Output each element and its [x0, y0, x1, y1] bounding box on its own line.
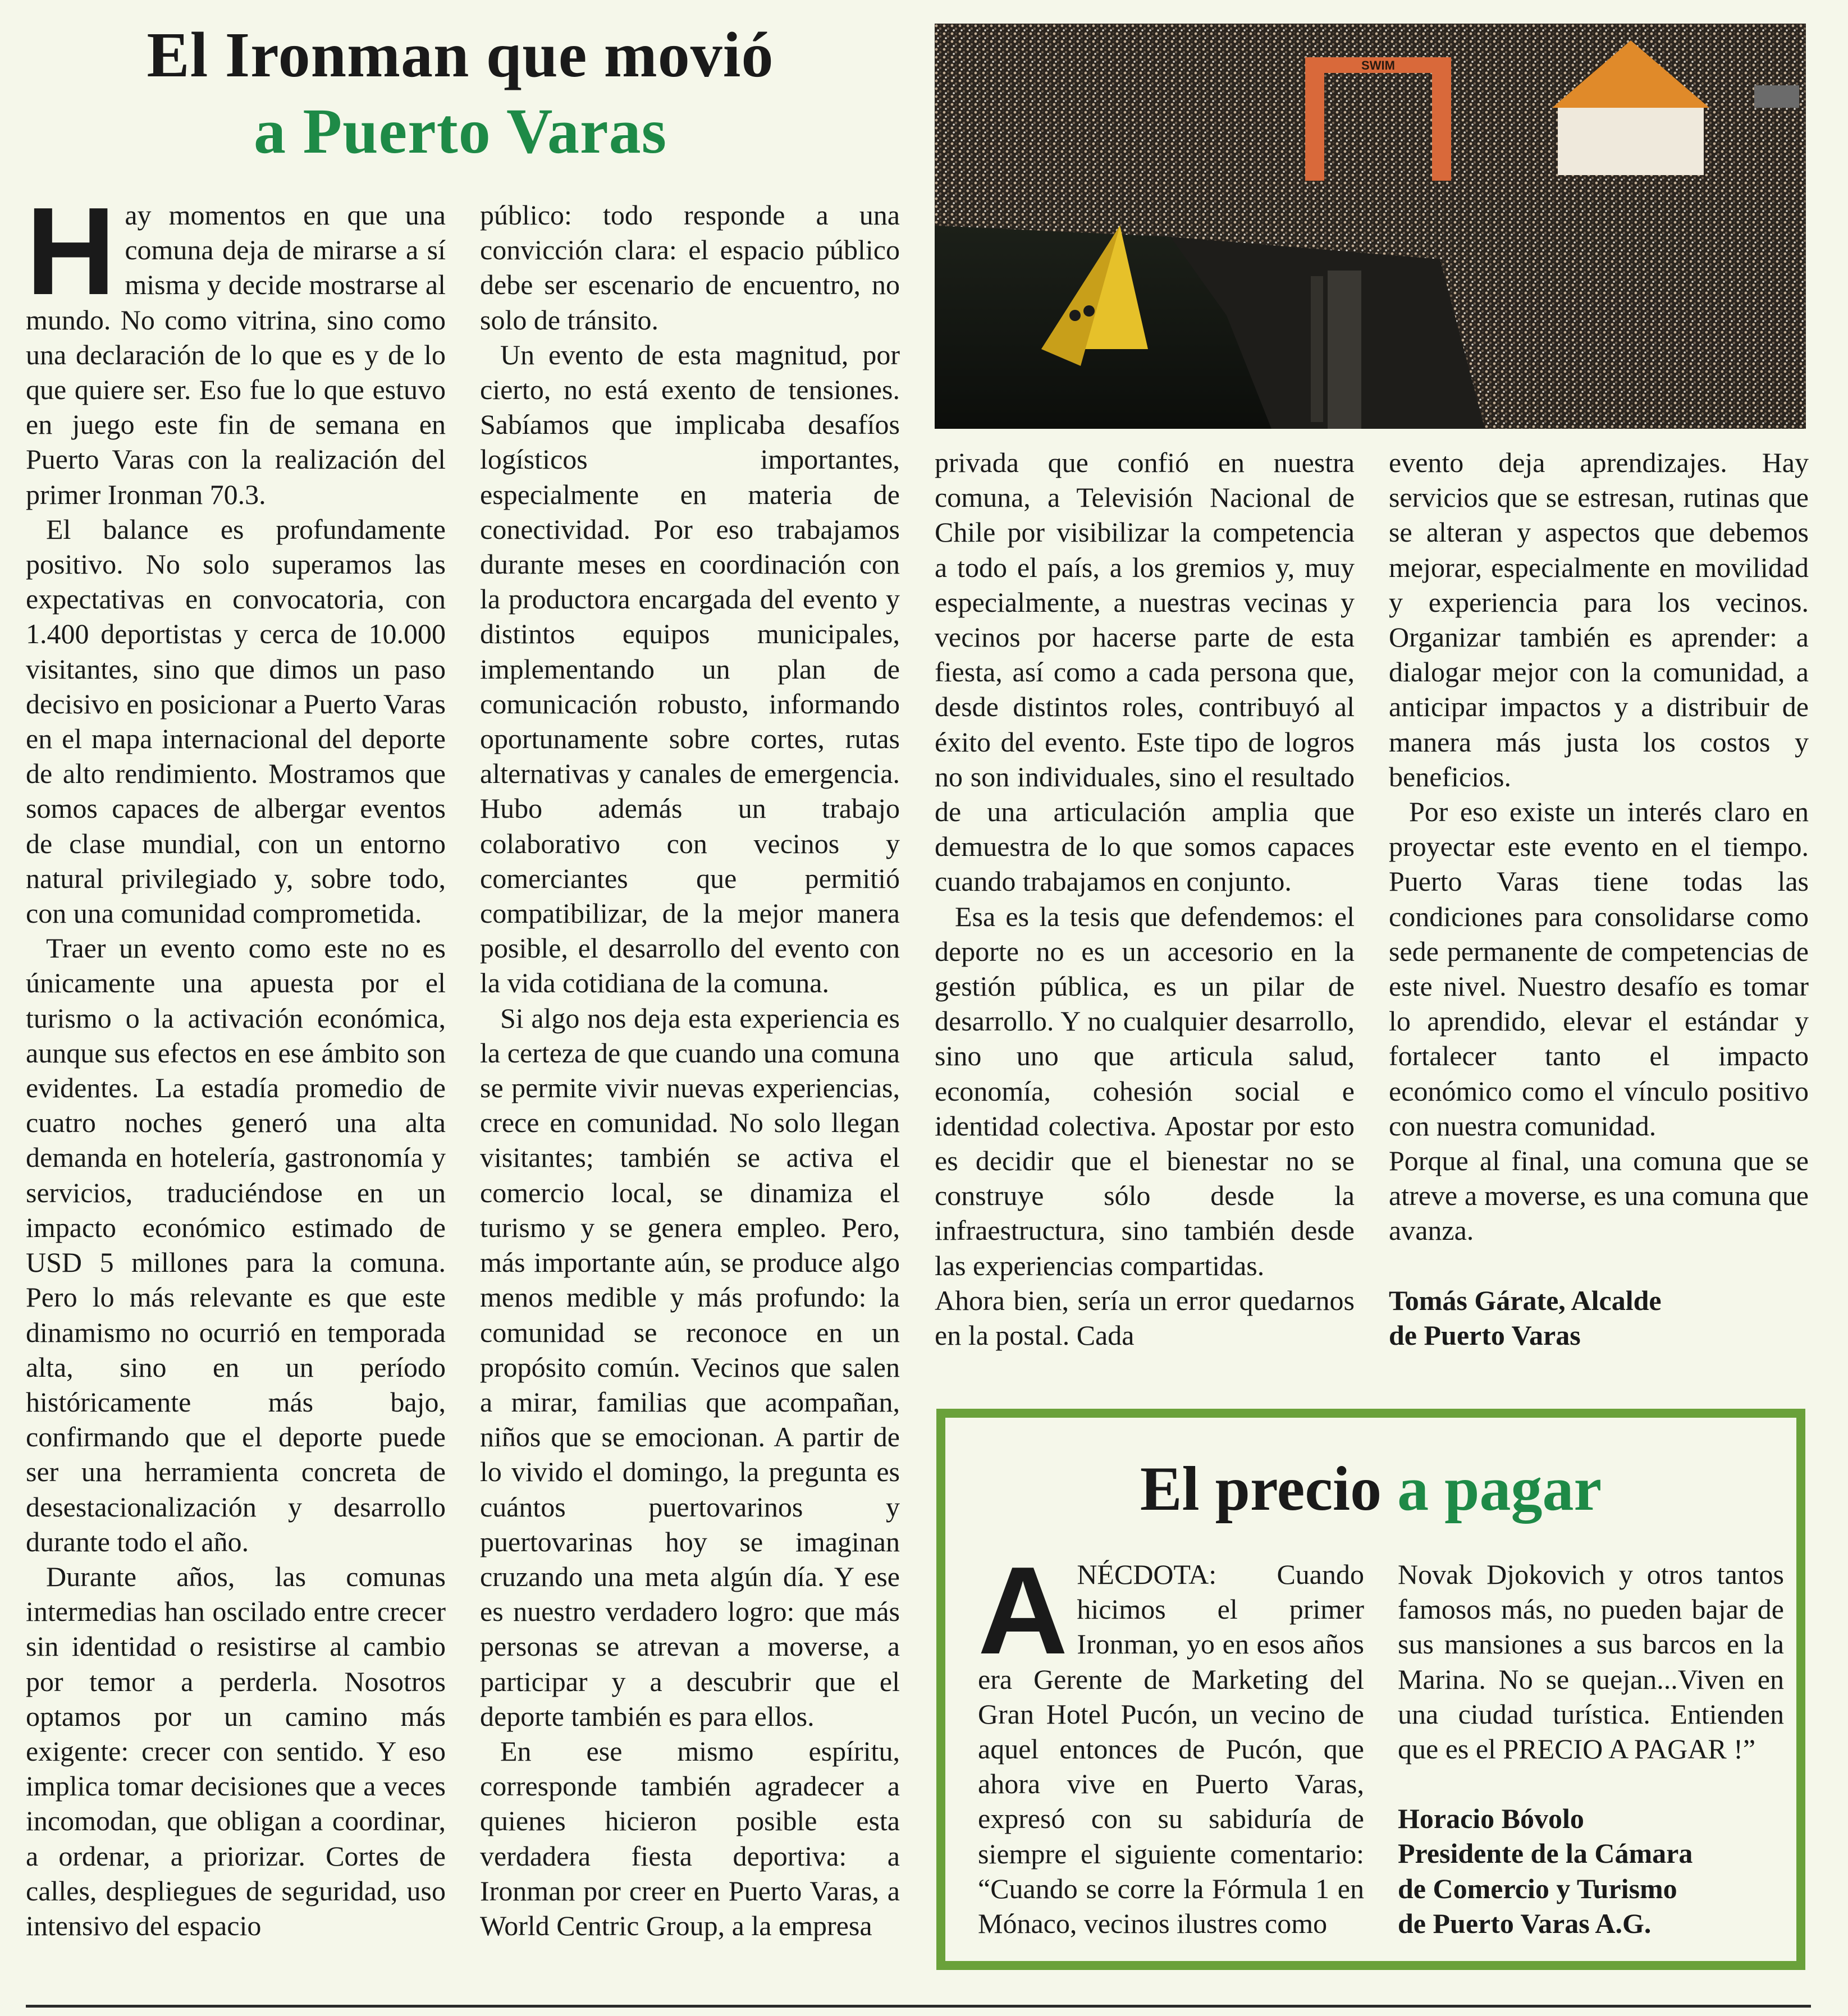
article-paragraph: Durante años, las comunas intermedias han oscilado entre crecer sin identidad o resistirse al cambio por temor a perderla. Nosotros optamos por un camino más exigente: crecer con sentido. Y eso implica tomar decisiones que a veces incomodan, que obligan a coordinar, a ordenar, a priorizar. Cortes de calles, despliegues de seguridad, uso intensivo del espacio	[26, 1560, 446, 1941]
sidebar-column-2	[1398, 1557, 1784, 1941]
sidebar-box	[936, 1409, 1805, 1970]
sidebar-column-1	[978, 1541, 1364, 1941]
swim-arch-label: SWIM	[1361, 58, 1395, 72]
article-paragraph: En ese mismo espíritu, corresponde también agradecer a quienes hicieron posible esta verdadera fiesta deportiva: a Ironman por creer en Puerto Varas, a World Centric Group, a la empresa	[480, 1735, 900, 1941]
signature-line: Presidente de la Cámara	[1398, 1838, 1693, 1870]
signature-line: de Puerto Varas A.G.	[1398, 1907, 1652, 1939]
article-paragraph: Un evento de esta magnitud, por cierto, no está exento de tensiones. Sabíamos que implicaba desafíos logísticos importantes, especialmente en materia de conectividad. Por eso trabajamos durante meses en coordinación con la productora encargada del evento y distintos equipos municipales, implementando un plan de comunicación robusto, informando oportunamente sobre cortes, rutas alternativas y canales de emergencia. Hubo además un trabajo colaborativo con vecinos y comerciantes que permitió compatibilizar, de la mejor manera posible, el desarrollo del evento con la vida cotidiana de la comuna.	[480, 338, 900, 999]
sidebar-title-part-1: El precio	[1140, 1454, 1382, 1524]
paragraph-text: NÉCDOTA: Cuando hicimos el primer Ironman, yo en esos años era Gerente de Marketing del Gran Hotel Pucón, un vecino de aquel entonces de Pucón, que ahora vive en Puerto Varas, expresó con su sabiduría de siempre el siguiente comentario: “Cuando se corre la Fórmula 1 en Mónaco, vecinos ilustres como	[978, 1559, 1364, 1940]
event-photo-illustration	[935, 24, 1806, 429]
sidebar-drop-cap: A	[978, 1541, 1068, 1680]
article-paragraph: Si algo nos deja esta experiencia es la certeza de que cuando una comuna se permite vivir nuevas experiencias, crece en comunidad. No solo llegan visitantes; también se activa el comercio local, se dinamiza el turismo y se genera empleo. Pero, más importante aún, se produce algo menos medible y más profundo: la comunidad se reconoce en un propósito común. Vecinos que salen a mirar, familias que acompañan, niños que se emocionan. A partir de lo vivido el domingo, la pregunta es cuántos puertovarinos y puertovarinas hoy se imaginan cruzando una meta algún día. Y ese es nuestro verdadero logro: que más personas se atrevan a moverse, a participar y a descubrir que el deporte también es para ellos.	[480, 1002, 900, 1732]
sidebar-title	[945, 1453, 1796, 1525]
article-paragraph	[26, 182, 446, 512]
article-paragraph: El balance es profundamente positivo. No solo superamos las expectativas en convocatoria, con 1.400 deportistas y cerca de 10.000 visitantes, sino que dimos un paso decisivo en posicionar a Puerto Varas en el mapa internacional del deporte de alto rendimiento. Mostramos que somos capaces de albergar eventos de clase mundial, con un entorno natural privilegiado y, sobre todo, con una comunidad comprometida.	[26, 513, 446, 929]
article-paragraph: Por eso existe un interés claro en proyectar este evento en el tiempo. Puerto Varas tiene todas las condiciones para consolidarse como sede permanente de competencias de este nivel. Nuestro desafío es tomar lo aprendido, elevar el estándar y fortalecer tanto el impacto económico como el vínculo positivo con nuestra comunidad.	[1389, 796, 1809, 1142]
sidebar-paragraph	[978, 1541, 1364, 1941]
headline	[22, 17, 898, 169]
sidebar-title-part-2: a pagar	[1397, 1454, 1602, 1524]
signature-line: Horacio Bóvolo	[1398, 1803, 1584, 1835]
article-paragraph: Esa es la tesis que defendemos: el deporte no es un accesorio en la gestión pública, es un pilar de desarrollo. Y no cualquier desarrollo, sino uno que articula salud, economía, cohesión social e identidad colectiva. Apostar por esto es decidir que el bienestar no se construye sólo desde la infraestructura, sino también desde las experiencias compartidas.	[935, 900, 1355, 1281]
article-column-3	[935, 445, 1355, 1353]
article-paragraph: evento deja aprendizajes. Hay servicios que se estresan, rutinas que se alteran y aspectos que debemos mejorar, especialmente en movilidad y experiencia para los vecinos. Organizar también es aprender: a dialogar mejor con la comunidad, a anticipar impactos y a distribuir de manera más justa los costos y beneficios.	[1389, 447, 1809, 792]
sidebar-signature	[1398, 1801, 1784, 1941]
headline-line-1: El Ironman que movió	[147, 19, 774, 90]
article-paragraph: Ahora bien, sería un error quedarnos en la postal. Cada	[935, 1284, 1355, 1351]
article-column-4	[1389, 445, 1809, 1353]
paragraph-text: ay momentos en que una comuna deja de mirarse a sí misma y decide mostrarse al mundo. No como vitrina, sino como una declaración de lo que es y de lo que quiere ser. Eso fue lo que estuvo en juego este fin de semana en Puerto Varas con la realización del primer Ironman 70.3.	[26, 199, 446, 510]
signature-line: de Comercio y Turismo	[1398, 1872, 1677, 1904]
sidebar-paragraph: Novak Djokovich y otros tantos famosos más, no pueden bajar de sus mansiones a sus barcos en la Marina. No se quejan...Viven en una ciudad turística. Entienden que es el PRECIO A PAGAR !”	[1398, 1559, 1784, 1765]
event-photo	[935, 24, 1806, 429]
article-column-1	[26, 182, 446, 1943]
article-paragraph: Traer un evento como este no es únicamente una apuesta por el turismo o la activación económica, aunque sus efectos en ese ámbito son evidentes. La estadía promedio de cuatro noches generó una alta demanda en hotelería, gastronomía y servicios, traduciéndose en un impacto económico estimado de USD 5 millones para la comuna. Pero lo más relevante es que este dinamismo no ocurrió en temporada alta, sino en un período históricamente más bajo, confirmando que el deporte puede ser una herramienta concreta de desestacionalización y desarrollo durante todo el año.	[26, 932, 446, 1557]
author-signature	[1389, 1283, 1809, 1353]
bottom-rule	[26, 2005, 1811, 2008]
headline-line-2: a Puerto Varas	[254, 95, 667, 167]
article-column-2	[480, 198, 900, 1943]
signature-line: de Puerto Varas	[1389, 1319, 1581, 1351]
article-paragraph: público: todo responde a una convicción clara: el espacio público debe ser escenario de encuentro, no solo de tránsito.	[480, 199, 900, 336]
signature-line: Tomás Gárate, Alcalde	[1389, 1284, 1662, 1316]
article-paragraph: privada que confió en nuestra comuna, a Televisión Nacional de Chile por visibilizar la competencia a todo el país, a los gremios y, muy especialmente, a nuestras vecinas y vecinos por hacerse parte de esta fiesta, así como a cada persona que, desde distintos roles, contribuyó al éxito del evento. Este tipo de logros no son individuales, sino el resultado de una articulación amplia que demuestra de lo que somos capaces cuando trabajamos en conjunto.	[935, 447, 1355, 897]
drop-cap: H	[26, 182, 116, 321]
article-paragraph: Porque al final, una comuna que se atreve a moverse, es una comuna que avanza.	[1389, 1145, 1809, 1247]
